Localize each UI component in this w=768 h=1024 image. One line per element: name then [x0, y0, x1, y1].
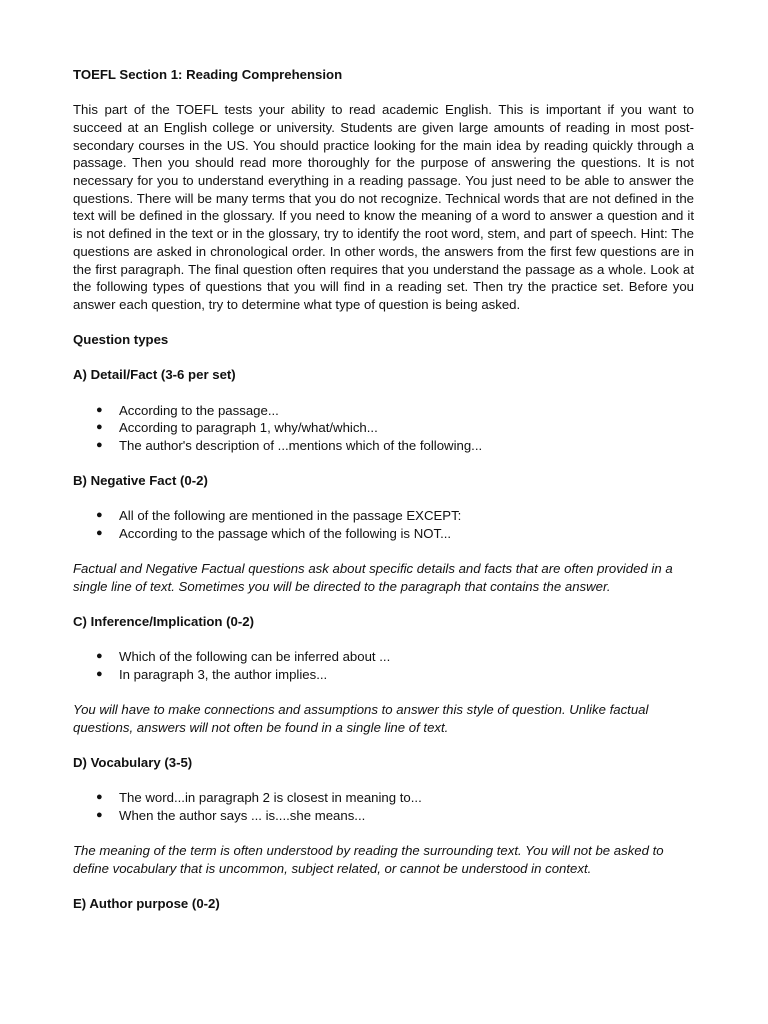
bullet-icon: ● — [96, 421, 103, 434]
list-item — [73, 402, 694, 420]
bullet-icon: ● — [96, 791, 103, 804]
document-title: TOEFL Section 1: Reading Comprehension — [73, 67, 343, 82]
list-item-text: Which of the following can be inferred about ... — [119, 649, 391, 665]
list-item — [73, 507, 694, 525]
list-item-text: According to the passage... — [119, 402, 279, 418]
section-heading-negative-fact: B) Negative Fact (0-2) — [73, 473, 208, 489]
note-vocabulary: The meaning of the term is often understood by reading the surrounding text. You will not be asked to define vocabulary that is uncommon, subject related, or cannot be understood in context. — [73, 843, 664, 876]
list-item — [73, 525, 694, 543]
bullet-list-negative-fact — [73, 507, 694, 542]
intro-paragraph: This part of the TOEFL tests your ability to read academic English. This is important if you want to succeed at an English college or university. Students are given large amounts of reading in most post-secondary courses in the US. You should practice looking for the main idea by reading quickly through a passage. Then you should read more thoroughly for the purpose of answering the questions. It is not necessary for you to understand everything in a reading passage. You just need to be able to answer the questions. There will be many terms that you do not recognize. Technical words that are not defined in the text will be defined in the glossary. If you need to know the meaning of a word to answer a question and it is not defined in the text or in the glossary, try to identify the root word, stem, and part of speech. Hint: The questions are asked in chronological order. In other words, the answers from the first few questions are in the first paragraph. The final question often requires that you understand the passage as a whole. Look at the following types of questions that you will find in a reading set. Then try the practice set. Before you answer each question, try to determine what type of question is being asked. — [73, 102, 694, 312]
bullet-icon: ● — [96, 509, 103, 522]
list-item — [73, 666, 694, 684]
section-heading-vocabulary: D) Vocabulary (3-5) — [73, 755, 193, 771]
bullet-list-detail-fact — [73, 402, 694, 455]
list-item-text: According to the passage which of the following is NOT... — [119, 526, 452, 542]
section-heading-author-purpose: E) Author purpose (0-2) — [73, 896, 220, 912]
bullet-list-inference — [73, 648, 694, 683]
note-negative-fact: Factual and Negative Factual questions ask about specific details and facts that are often provided in a single line of text. Sometimes you will be directed to the paragraph that contains the answer. — [73, 561, 673, 594]
list-item — [73, 807, 694, 825]
question-types-heading: Question types — [73, 332, 169, 348]
list-item-text: The word...in paragraph 2 is closest in meaning to... — [119, 790, 422, 806]
section-heading-detail-fact: A) Detail/Fact (3-6 per set) — [73, 367, 236, 383]
list-item — [73, 437, 694, 455]
document-page — [73, 66, 694, 930]
bullet-icon: ● — [96, 527, 103, 540]
list-item-text: When the author says ... is....she means... — [119, 808, 366, 824]
section-heading-inference: C) Inference/Implication (0-2) — [73, 614, 254, 630]
bullet-icon: ● — [96, 438, 103, 451]
list-item — [73, 419, 694, 437]
list-item-text: According to paragraph 1, why/what/which... — [119, 420, 378, 436]
list-item-text: All of the following are mentioned in the passage EXCEPT: — [119, 508, 462, 524]
bullet-list-vocabulary — [73, 789, 694, 824]
list-item-text: In paragraph 3, the author implies... — [119, 667, 328, 683]
bullet-icon: ● — [96, 650, 103, 663]
list-item — [73, 648, 694, 666]
bullet-icon: ● — [96, 668, 103, 681]
list-item — [73, 789, 694, 807]
list-item-text: The author's description of ...mentions which of the following... — [119, 437, 483, 453]
note-inference: You will have to make connections and assumptions to answer this style of question. Unlike factual questions, answers will not often be found in a single line of text. — [73, 702, 649, 735]
bullet-icon: ● — [96, 403, 103, 416]
bullet-icon: ● — [96, 809, 103, 822]
